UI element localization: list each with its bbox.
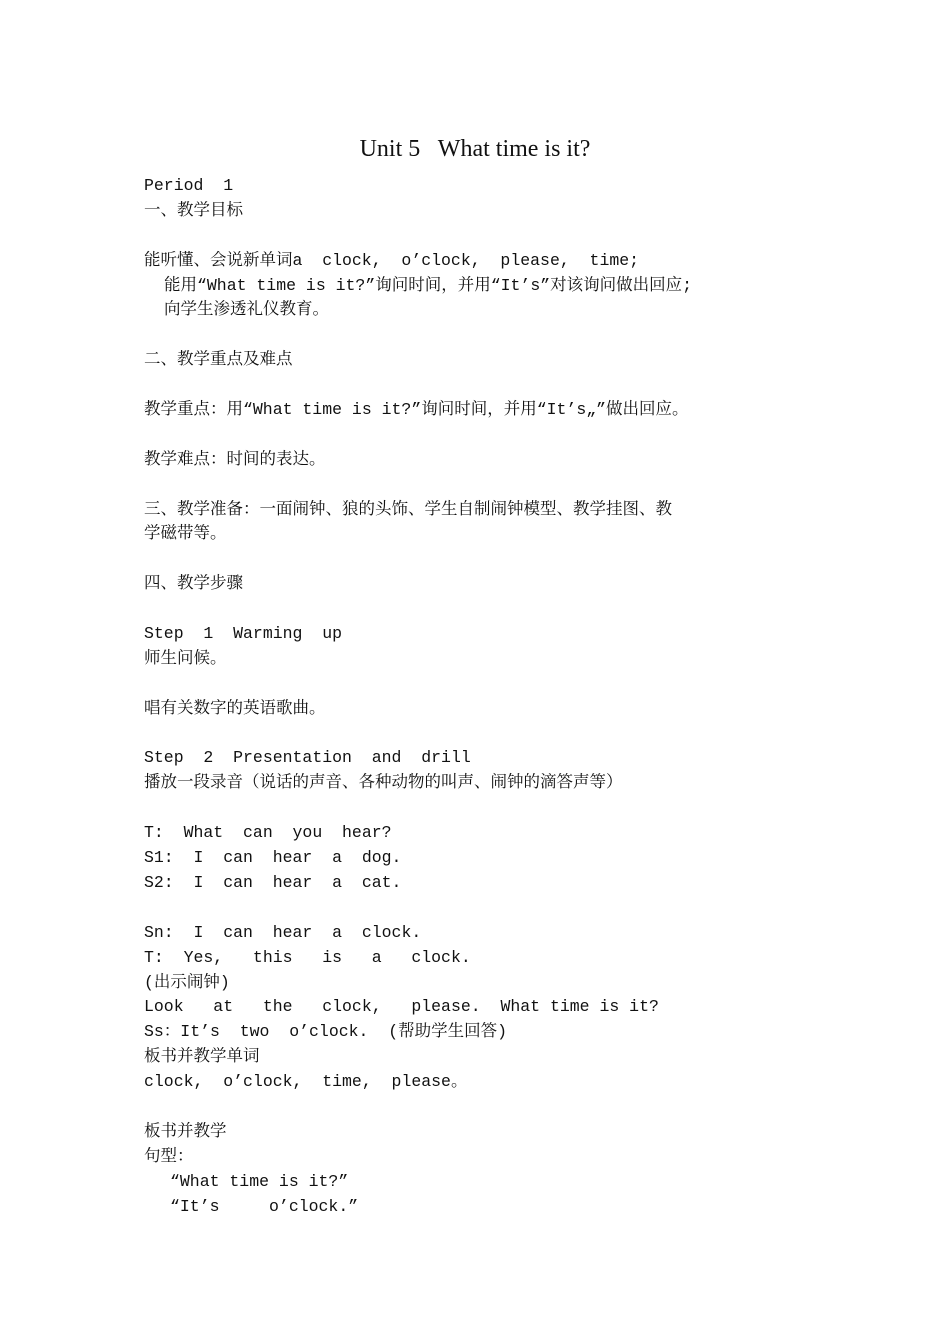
spacer bbox=[144, 423, 824, 448]
spacer bbox=[144, 547, 824, 572]
step-text: 板书并教学 bbox=[144, 1121, 227, 1141]
dialogue-line: S1: I can hear a dog. bbox=[144, 848, 402, 868]
sentence-pattern: “It’s o’clock.” bbox=[170, 1196, 359, 1216]
dialogue-line: T: What can you hear? bbox=[144, 823, 392, 843]
spacer bbox=[144, 672, 824, 697]
objective-line: 能用“What time is it?”询问时间，并用“It’s”对该询问做出回应; bbox=[164, 275, 693, 295]
dialogue-line: Ss：It’s two o’clock. (帮助学生回答) bbox=[144, 1022, 508, 1042]
key-point-text: 教学重点：用“What time is it?”询问时间，并用“It’s„”做出回应。 bbox=[144, 400, 689, 420]
step-text: 唱有关数字的英语歌曲。 bbox=[144, 698, 326, 718]
spacer bbox=[144, 796, 824, 821]
spacer bbox=[144, 896, 824, 921]
spacer bbox=[144, 597, 824, 622]
period-label: Period 1 bbox=[144, 176, 234, 195]
dialogue-line: Sn: I can hear a clock. bbox=[144, 922, 422, 942]
objective-line: 能听懂、会说新单词a clock, o’clock, please, time; bbox=[144, 250, 640, 270]
preparation-text: 三、教学准备：一面闹钟、狼的头饰、学生自制闹钟模型、教学挂图、教 bbox=[144, 499, 672, 519]
spacer bbox=[144, 1095, 824, 1120]
section-heading-steps: 四、教学步骤 bbox=[144, 574, 243, 594]
vocabulary-list: clock, o’clock, time, please。 bbox=[144, 1072, 468, 1092]
stage-note: (出示闹钟) bbox=[144, 972, 230, 992]
dialogue-line: T: Yes, this is a clock. bbox=[144, 947, 471, 967]
pattern-label: 句型： bbox=[144, 1146, 194, 1166]
spacer bbox=[144, 224, 824, 249]
spacer bbox=[144, 722, 824, 747]
step-heading: Step 1 Warming up bbox=[144, 624, 343, 644]
spacer bbox=[144, 373, 824, 398]
step-text: 板书并教学单词 bbox=[144, 1047, 260, 1067]
dialogue-line: Look at the clock, please. What time is it? bbox=[144, 997, 659, 1017]
document-body bbox=[144, 174, 824, 1219]
preparation-text-cont: 学磁带等。 bbox=[144, 524, 227, 544]
section-heading-key-points: 二、教学重点及难点 bbox=[144, 350, 293, 370]
sentence-pattern: “What time is it?” bbox=[170, 1171, 349, 1191]
objective-line: 向学生渗透礼仪教育。 bbox=[164, 300, 329, 320]
spacer bbox=[144, 323, 824, 348]
step-heading: Step 2 Presentation and drill bbox=[144, 748, 471, 768]
section-heading-objectives: 一、教学目标 bbox=[144, 200, 243, 220]
document-title: Unit 5 What time is it? bbox=[359, 136, 591, 162]
spacer bbox=[144, 473, 824, 498]
step-text: 师生问候。 bbox=[144, 648, 227, 668]
difficulty-text: 教学难点：时间的表达。 bbox=[144, 449, 326, 469]
dialogue-line: S2: I can hear a cat. bbox=[144, 872, 402, 892]
step-text: 播放一段录音（说话的声音、各种动物的叫声、闹钟的滴答声等） bbox=[144, 773, 623, 793]
